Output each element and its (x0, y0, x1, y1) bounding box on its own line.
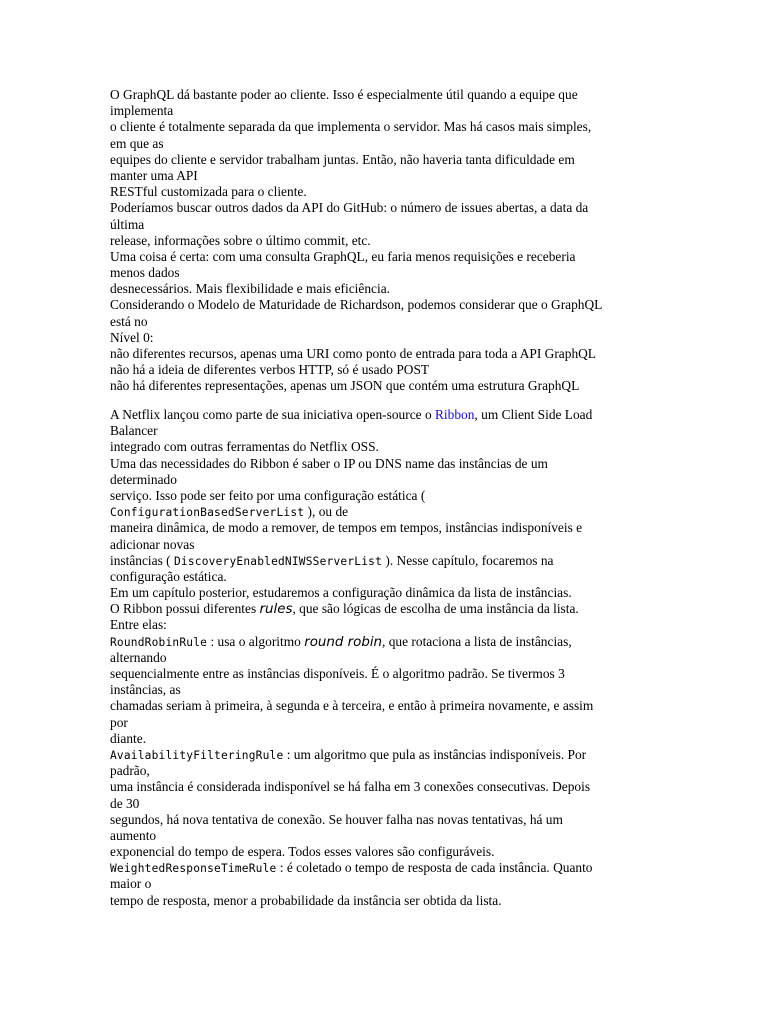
text-line: Balancer (110, 423, 158, 439)
text-segment: ). Nesse capítulo, focaremos na (382, 552, 554, 568)
text-line: exponencial do tempo de espera. Todos esses valores são configuráveis. (110, 844, 495, 860)
text-line: Em um capítulo posterior, estudaremos a configuração dinâmica da lista de instâncias. (110, 585, 572, 601)
text-line: uma instância é considerada indisponível se há falha em 3 conexões consecutivas. Depois (110, 779, 591, 795)
text-line: por (110, 714, 128, 730)
graphql-section (110, 87, 670, 395)
text-segment: , que são lógicas de escolha de uma instância da lista. (292, 601, 579, 617)
text-line: release, informações sobre o último commit, etc. (110, 232, 371, 248)
text-line: menos dados (110, 265, 180, 281)
text-line (110, 504, 670, 520)
text-line: segundos, há nova tentativa de conexão. Se houver falha nas novas tentativas, há um (110, 811, 563, 827)
text-line: o cliente é totalmente separada da que implementa o servidor. Mas há casos mais simples, (110, 119, 592, 135)
text-line: Considerando o Modelo de Maturidade de Richardson, podemos considerar que o GraphQL (110, 297, 603, 313)
text-line: maneira dinâmica, de modo a remover, de tempos em tempos, instâncias indisponíveis e (110, 520, 583, 536)
text-line (110, 634, 670, 650)
text-line: em que as (110, 135, 164, 151)
text-line: O GraphQL dá bastante poder ao cliente. Isso é especialmente útil quando a equipe que (110, 87, 578, 102)
text-line: Entre elas: (110, 617, 167, 633)
text-line: de 30 (110, 795, 140, 811)
text-segment: : um algoritmo que pula as instâncias indisponíveis. Por (283, 746, 587, 762)
text-line: última (110, 216, 145, 232)
text-line: aumento (110, 827, 157, 843)
text-line: Nível 0: (110, 329, 154, 345)
text-line (110, 407, 670, 423)
text-segment: , um Client Side Load (474, 407, 593, 422)
text-line: não há a ideia de diferentes verbos HTTP, só é usado POST (110, 362, 430, 378)
text-segment: , que rotaciona a lista de instâncias, (382, 633, 572, 649)
text-line: diante. (110, 730, 147, 746)
text-line: adicionar novas (110, 536, 195, 552)
text-line: não diferentes recursos, apenas uma URI como ponto de entrada para toda a API GraphQL (110, 346, 596, 361)
text-line: tempo de resposta, menor a probabilidade da instância ser obtida da lista. (110, 892, 502, 908)
text-line: padrão, (110, 763, 150, 779)
ribbon-section (110, 407, 670, 909)
text-line: RESTful customizada para o cliente. (110, 184, 307, 200)
text-line: alternando (110, 649, 167, 665)
text-line: não há diferentes representações, apenas um JSON que contém uma estrutura GraphQL (110, 378, 580, 394)
emphasis-text: rules (259, 602, 293, 618)
text-segment: : usa o algoritmo (207, 633, 305, 649)
text-line: sequencialmente entre as instâncias disponíveis. É o algoritmo padrão. Se tivermos 3 (110, 666, 565, 681)
inline-code: RoundRobinRule (110, 635, 208, 649)
text-line: Uma das necessidades do Ribbon é saber o IP ou DNS name das instâncias de um (110, 455, 548, 471)
text-line (110, 601, 670, 617)
inline-code: AvailabilityFilteringRule (110, 748, 284, 762)
text-line: chamadas seriam à primeira, à segunda e à terceira, e então à primeira novamente, e assim (110, 698, 594, 714)
inline-code: ConfigurationBasedServerList (110, 506, 305, 520)
text-line: Uma coisa é certa: com uma consulta GraphQL, eu faria menos requisições e receberia (110, 248, 576, 264)
text-line: determinado (110, 471, 177, 487)
text-line: Poderíamos buscar outros dados da API do GitHub: o número de issues abertas, a data da (110, 200, 589, 216)
text-segment: A Netflix lançou como parte de sua iniciativa open-source o (110, 407, 435, 422)
ribbon-link[interactable]: Ribbon (434, 407, 475, 422)
text-line: maior o (110, 876, 152, 892)
text-line (110, 860, 670, 876)
text-line: está no (110, 313, 148, 329)
text-segment: O Ribbon possui diferentes (110, 601, 260, 617)
text-line (110, 747, 670, 763)
text-line: implementa (110, 103, 174, 119)
text-line: manter uma API (110, 167, 198, 183)
emphasis-text: round robin (304, 634, 383, 650)
text-line: configuração estática. (110, 568, 227, 584)
text-line: serviço. Isso pode ser feito por uma configuração estática ( (110, 487, 426, 503)
text-segment: : é coletado o tempo de resposta de cada instância. Quanto (276, 860, 593, 876)
text-line: equipes do cliente e servidor trabalham juntas. Então, não haveria tanta dificuldade em (110, 151, 575, 167)
inline-code: WeightedResponseTimeRule (110, 862, 277, 876)
text-line: instâncias, as (110, 682, 181, 698)
inline-code: DiscoveryEnabledNIWSServerList (173, 554, 383, 568)
text-line: desnecessários. Mais flexibilidade e mais eficiência. (110, 281, 390, 297)
text-segment: ), ou de (304, 504, 349, 520)
text-line (110, 553, 670, 569)
text-segment: instâncias ( (110, 552, 174, 568)
text-line: integrado com outras ferramentas do Netflix OSS. (110, 439, 379, 455)
